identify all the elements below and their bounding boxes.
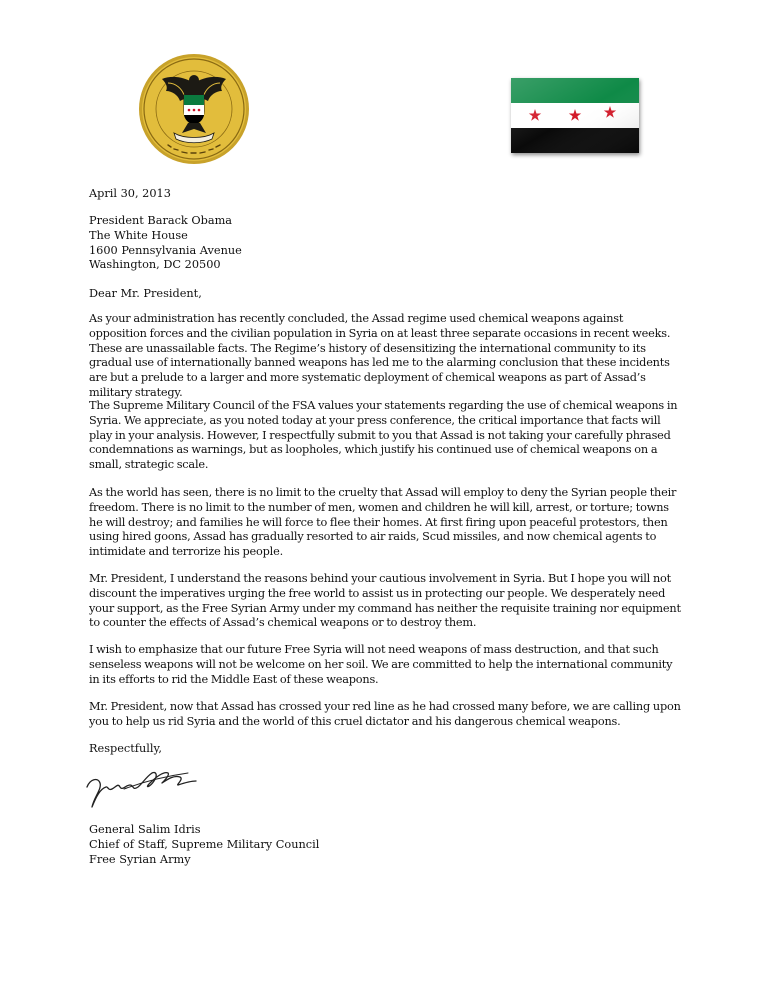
body-paragraph: Mr. President, I understand the reasons behind your cautious involvement in Syria. But I hope you will not discount the imperatives urging the free world to assist us in protecting our people. We desperately need your support, as the Free Syrian Army under my command has neither the requisite training nor equipment to counter the effects of Assad’s chemical weapons or to destroy them. bbox=[89, 572, 681, 630]
recipient-address bbox=[89, 214, 242, 273]
body-paragraph: As the world has seen, there is no limit to the cruelty that Assad will employ to deny the Syrian people their freedom. There is no limit to the number of men, women and children he will kill, arrest, or torture; towns he will destroy; and families he will force to flee their homes. At first firing upon peaceful protestors, then using hired goons, Assad has gradually resorted to air raids, Scud missiles, and now chemical agents to intimidate and terrorize his people. bbox=[89, 486, 677, 558]
closing: Respectfully, bbox=[89, 742, 162, 755]
signer-name: General Salim Idris bbox=[89, 823, 201, 836]
signer-organization: Free Syrian Army bbox=[89, 853, 191, 866]
letter-date: April 30, 2013 bbox=[89, 187, 171, 200]
body-paragraph: Mr. President, now that Assad has crossed your red line as he had crossed many before, we are calling upon you to help us rid Syria and the world of this cruel dictator and his dangerous chemical weapons. bbox=[89, 700, 681, 728]
handwritten-signature-icon bbox=[84, 763, 200, 809]
signer-block bbox=[89, 822, 319, 867]
salutation: Dear Mr. President, bbox=[89, 287, 202, 300]
recipient-office: The White House bbox=[89, 228, 188, 242]
syrian-independence-flag-icon bbox=[511, 78, 639, 153]
body-paragraph: I wish to emphasize that our future Free Syria will not need weapons of mass destruction, and that such senseless weapons will not be welcome on her soil. We are committed to help the international community in its efforts to rid the Middle East of these weapons. bbox=[89, 643, 673, 686]
recipient-name: President Barack Obama bbox=[89, 214, 233, 227]
signer-title: Chief of Staff, Supreme Military Council bbox=[89, 838, 320, 851]
body-paragraph: The Supreme Military Council of the FSA values your statements regarding the use of chemical weapons in Syria. We appreciate, as you noted today at your press conference, the critical importance that facts will play in your analysis. However, I respectfully submit to you that Assad is not taking your carefully phrased condemnations as warnings, but as loopholes, which justify his continued use of chemical weapons on a small, strategic scale. bbox=[89, 399, 678, 471]
supreme-military-council-seal-icon bbox=[138, 53, 250, 165]
recipient-street: 1600 Pennsylvania Avenue bbox=[89, 243, 242, 257]
recipient-city: Washington, DC 20500 bbox=[89, 258, 221, 272]
body-paragraph: As your administration has recently concluded, the Assad regime used chemical weapons against opposition forces and the civilian population in Syria on at least three separate occasions in recent weeks. These are unassailable facts. The Regime’s history of desensitizing the international community to its gradual use of internationally banned weapons has led me to the alarming conclusion that these incidents are but a prelude to a larger and more systematic deployment of chemical weapons as part of Assad’s military strategy. bbox=[89, 312, 671, 399]
